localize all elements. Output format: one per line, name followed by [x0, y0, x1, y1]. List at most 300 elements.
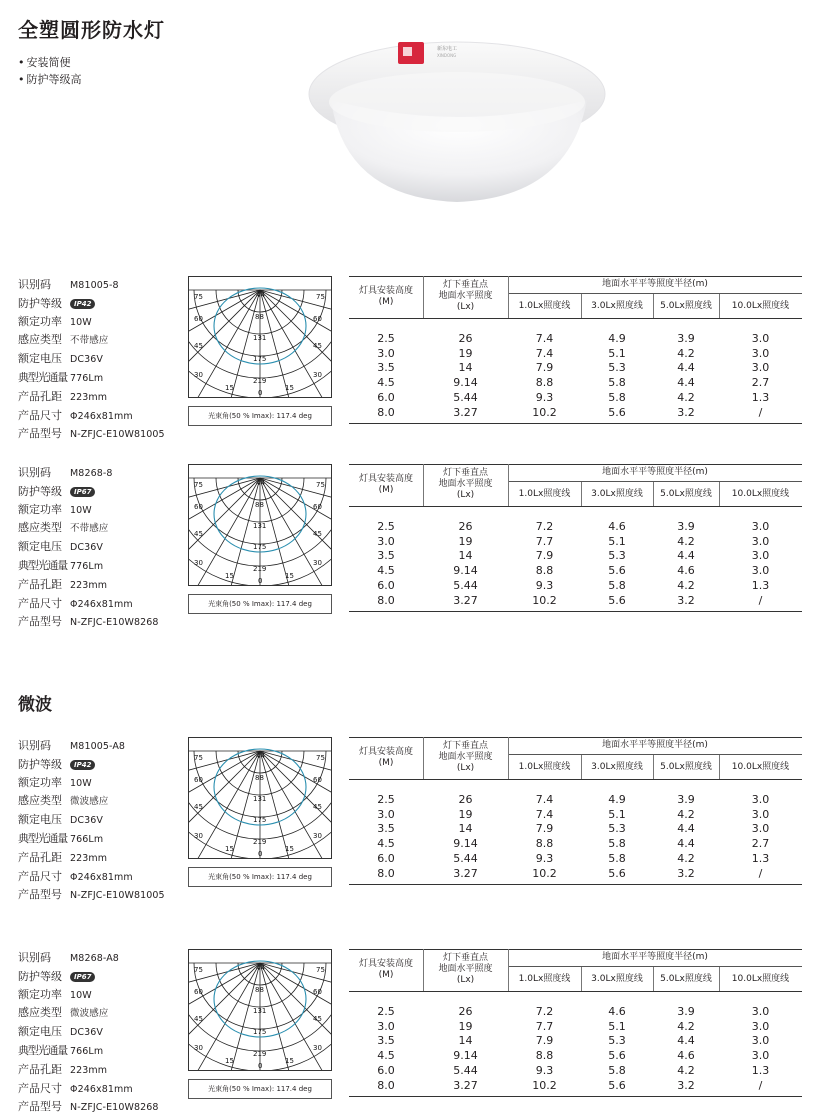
spec-row-model	[18, 886, 165, 905]
header-c4: 10.0Lx照度线	[731, 489, 790, 499]
spec-value-code: M81005-A8	[70, 741, 126, 752]
spec-value-code: M8268-A8	[70, 953, 119, 964]
table-cell: 4.2	[677, 1019, 695, 1033]
spec-value-hole: 223mm	[70, 1064, 108, 1076]
table-cell: 4.2	[677, 346, 695, 360]
table-cell: 3.27	[453, 405, 478, 419]
spec-value-power: 10W	[70, 316, 92, 328]
spec-value-voltage: DC36V	[70, 815, 104, 827]
spec-row-code	[18, 464, 159, 483]
table-cell: 7.4	[535, 332, 554, 345]
table-cell: 26	[458, 332, 473, 345]
polar-radius-label: 88	[255, 986, 264, 994]
table-row	[349, 808, 802, 823]
polar-angle-label: 15	[225, 572, 234, 580]
table-rule	[349, 737, 802, 738]
spec-label: 额定功率	[18, 775, 62, 789]
table-cell: 3.0	[751, 520, 770, 533]
header-radius-group: 地面水平平等照度半径(m)	[602, 952, 708, 962]
header-c4: 10.0Lx照度线	[731, 762, 790, 772]
spec-value-code: M81005-8	[70, 280, 119, 291]
spec-value-model: N-ZFJC-E10W81005	[70, 429, 165, 441]
header-radius-group: 地面水平平等照度半径(m)	[602, 467, 708, 477]
polar-angle-label: 15	[225, 1057, 234, 1065]
polar-angle-label: 75	[316, 293, 325, 301]
table-cell: 4.9	[608, 332, 626, 345]
polar-angle-label: 45	[313, 803, 322, 811]
spec-row-sense	[18, 1004, 159, 1023]
table-row	[349, 852, 802, 867]
spec-label: 防护等级	[18, 484, 62, 498]
polar-angle-label: 75	[194, 481, 203, 489]
spec-value-hole: 223mm	[70, 579, 108, 591]
table-cell: 5.8	[608, 837, 626, 851]
spec-row-code	[18, 949, 159, 968]
spec-row-flux	[18, 557, 159, 576]
spec-value-voltage: DC36V	[70, 1027, 104, 1039]
spec-label: 产品尺寸	[18, 596, 62, 610]
table-row	[349, 1034, 802, 1049]
table-cell: 5.1	[608, 534, 626, 548]
spec-label: 识别码	[18, 466, 51, 479]
table-row	[349, 549, 802, 564]
light-distribution-diagram	[188, 276, 332, 398]
spec-value-flux: 776Lm	[70, 372, 104, 384]
spec-label: 识别码	[18, 951, 51, 964]
spec-value-flux: 766Lm	[70, 1045, 104, 1057]
table-row	[349, 1079, 802, 1094]
table-cell: 4.4	[677, 822, 695, 836]
table-row	[349, 1064, 802, 1079]
table-cell: 3.2	[677, 1078, 695, 1092]
spec-label: 产品孔距	[18, 577, 62, 591]
table-cell: 5.3	[608, 822, 626, 836]
polar-angle-label: 75	[316, 966, 325, 974]
table-cell: 3.9	[677, 332, 695, 345]
spec-label: 产品尺寸	[18, 408, 62, 422]
spec-row-model	[18, 425, 165, 444]
header-c1: 1.0Lx照度线	[518, 762, 571, 772]
spec-value-sense: 微波感应	[70, 1008, 109, 1020]
spec-row-power	[18, 774, 165, 793]
polar-angle-label: 75	[316, 754, 325, 762]
table-cell: /	[758, 866, 763, 880]
light-distribution-diagram	[188, 949, 332, 1071]
spec-label: 额定功率	[18, 502, 62, 516]
table-cell: 10.2	[532, 1078, 557, 1092]
polar-angle-label: 30	[194, 832, 203, 840]
spec-label: 感应类型	[18, 1006, 62, 1020]
header-vertical-illuminance: 灯下垂直点 地面水平照度 (Lx)	[438, 280, 493, 312]
table-cell: 4.4	[677, 837, 695, 851]
spec-label: 产品孔距	[18, 1062, 62, 1076]
header-c4: 10.0Lx照度线	[731, 301, 790, 311]
spec-row-hole	[18, 576, 159, 595]
table-cell: 3.0	[751, 1019, 770, 1033]
spec-row-sense	[18, 519, 159, 538]
table-row	[349, 793, 802, 808]
table-cell: 9.14	[453, 1049, 478, 1063]
table-rule	[349, 779, 802, 780]
table-cell: 3.27	[453, 866, 478, 880]
polar-distribution-chart	[189, 738, 331, 858]
polar-angle-label: 30	[313, 559, 322, 567]
feature-list	[18, 54, 82, 88]
spec-value-sense: 不带感应	[70, 335, 109, 347]
table-row	[349, 867, 802, 882]
table-rule	[349, 506, 802, 507]
table-rule	[349, 276, 802, 277]
table-cell: 5.3	[608, 1034, 626, 1048]
table-cell: 7.7	[535, 534, 554, 548]
table-rule	[508, 754, 802, 755]
polar-angle-label: 45	[313, 1015, 322, 1023]
table-cell: 8.0	[377, 405, 395, 419]
table-cell: 7.4	[535, 807, 554, 821]
spec-value-code: M8268-8	[70, 468, 113, 479]
polar-angle-label: 45	[194, 803, 203, 811]
spec-label: 额定功率	[18, 987, 62, 1001]
spec-row-size	[18, 1080, 159, 1099]
polar-radius-label: 175	[253, 543, 267, 551]
polar-radius-label: 44	[256, 964, 265, 972]
spec-label: 额定电压	[18, 813, 62, 827]
table-cell: 4.5	[377, 837, 395, 851]
spec-label: 感应类型	[18, 521, 62, 535]
table-cell: 5.6	[608, 564, 626, 578]
table-cell: 9.14	[453, 564, 478, 578]
spec-value-size: Φ246x81mm	[70, 1083, 133, 1095]
table-cell: 3.2	[677, 405, 695, 419]
polar-radius-label: 219	[253, 838, 267, 846]
beam-angle-label: 光束角(50 % Imax): 117.4 deg	[188, 1079, 332, 1099]
spec-label: 感应类型	[18, 794, 62, 808]
spec-row-power	[18, 501, 159, 520]
spec-value-size: Φ246x81mm	[70, 871, 133, 883]
ip-rating-badge: IP67	[70, 972, 95, 982]
table-cell: 14	[458, 822, 473, 836]
header-c1: 1.0Lx照度线	[518, 301, 571, 311]
polar-angle-label: 45	[194, 530, 203, 538]
table-row	[349, 1020, 802, 1035]
table-cell: 3.0	[377, 1019, 395, 1033]
table-cell: 4.6	[677, 1049, 695, 1063]
table-cell: 19	[458, 1019, 473, 1033]
table-cell: 3.5	[377, 822, 395, 836]
table-cell: 14	[458, 361, 473, 375]
polar-angle-label: 60	[194, 776, 203, 784]
table-cell: 4.2	[677, 1063, 695, 1077]
table-cell: 4.2	[677, 851, 695, 865]
table-cell: 6.0	[377, 851, 395, 865]
table-rule	[508, 293, 802, 294]
table-cell: 3.0	[751, 346, 770, 360]
polar-angle-label: 60	[194, 988, 203, 996]
table-cell: 8.0	[377, 866, 395, 880]
table-cell: 7.4	[535, 346, 554, 360]
polar-angle-label: 0	[258, 577, 263, 585]
table-cell: 3.2	[677, 593, 695, 607]
spec-row-code	[18, 737, 165, 756]
spec-label: 产品尺寸	[18, 869, 62, 883]
spec-row-hole	[18, 849, 165, 868]
table-rule	[508, 481, 802, 482]
polar-radius-label: 44	[256, 752, 265, 760]
table-cell: 4.4	[677, 376, 695, 390]
page-title: 全塑圆形防水灯	[18, 18, 165, 42]
table-rule	[349, 611, 802, 612]
polar-angle-label: 45	[313, 342, 322, 350]
spec-row-power	[18, 313, 165, 332]
header-install-height: 灯具安装高度 (M)	[358, 474, 413, 495]
header-c2: 3.0Lx照度线	[591, 974, 643, 984]
header-c3: 5.0Lx照度线	[660, 301, 712, 311]
polar-angle-label: 30	[313, 832, 322, 840]
table-cell: 5.3	[608, 549, 626, 563]
spec-value-model: N-ZFJC-E10W81005	[70, 890, 165, 902]
table-rule	[349, 1096, 802, 1097]
table-cell: 3.0	[377, 807, 395, 821]
table-row	[349, 332, 802, 347]
table-cell: 5.1	[608, 346, 626, 360]
polar-angle-label: 30	[313, 1044, 322, 1052]
table-cell: 5.44	[453, 390, 478, 404]
polar-angle-label: 15	[285, 845, 294, 853]
spec-value-voltage: DC36V	[70, 354, 104, 366]
table-row	[349, 520, 802, 535]
table-cell: 8.8	[535, 564, 554, 578]
header-c2: 3.0Lx照度线	[591, 489, 643, 499]
polar-angle-label: 15	[225, 384, 234, 392]
feature-item: • 安装简便	[18, 54, 82, 71]
table-cell: 5.44	[453, 851, 478, 865]
spec-value-sense: 不带感应	[70, 523, 109, 535]
table-cell: 2.5	[377, 1005, 395, 1018]
spec-row-ip	[18, 756, 165, 774]
table-cell: 7.4	[535, 793, 554, 806]
table-cell: 5.6	[608, 866, 626, 880]
table-rule	[349, 884, 802, 885]
polar-radius-label: 219	[253, 377, 267, 385]
table-cell: 1.3	[751, 578, 770, 592]
table-row	[349, 361, 802, 376]
polar-radius-label: 131	[253, 795, 267, 803]
lamp-product-image	[305, 30, 610, 210]
table-cell: 8.0	[377, 1078, 395, 1092]
polar-radius-label: 175	[253, 1028, 267, 1036]
table-cell: 5.6	[608, 1078, 626, 1092]
header-c4: 10.0Lx照度线	[731, 974, 790, 984]
polar-radius-label: 219	[253, 1050, 267, 1058]
polar-angle-label: 30	[194, 559, 203, 567]
header-radius-group: 地面水平平等照度半径(m)	[602, 740, 708, 750]
polar-distribution-chart	[189, 465, 331, 585]
spec-label: 识别码	[18, 739, 51, 752]
spec-value-flux: 776Lm	[70, 560, 104, 572]
spec-row-code	[18, 276, 165, 295]
header-c2: 3.0Lx照度线	[591, 301, 643, 311]
table-rule	[349, 423, 802, 424]
header-c2: 3.0Lx照度线	[591, 762, 643, 772]
spec-row-ip	[18, 295, 165, 313]
table-cell: 10.2	[532, 405, 557, 419]
table-cell: 4.2	[677, 534, 695, 548]
spec-row-flux	[18, 830, 165, 849]
polar-angle-label: 45	[194, 1015, 203, 1023]
table-row	[349, 564, 802, 579]
polar-angle-label: 0	[258, 389, 263, 397]
table-cell: 3.9	[677, 520, 695, 533]
polar-distribution-chart	[189, 950, 331, 1070]
table-cell: 3.0	[377, 346, 395, 360]
table-row	[349, 837, 802, 852]
table-cell: 6.0	[377, 578, 395, 592]
table-row	[349, 376, 802, 391]
table-cell: 4.6	[677, 564, 695, 578]
table-cell: 2.5	[377, 332, 395, 345]
table-cell: 19	[458, 534, 473, 548]
beam-angle-label: 光束角(50 % Imax): 117.4 deg	[188, 867, 332, 887]
spec-list	[18, 737, 165, 905]
table-cell: 4.4	[677, 361, 695, 375]
polar-radius-label: 131	[253, 1007, 267, 1015]
spec-row-model	[18, 613, 159, 632]
table-row	[349, 594, 802, 609]
header-install-height: 灯具安装高度 (M)	[358, 286, 413, 307]
spec-label: 额定电压	[18, 352, 62, 366]
spec-value-power: 10W	[70, 989, 92, 1001]
table-cell: 6.0	[377, 1063, 395, 1077]
spec-row-hole	[18, 388, 165, 407]
ip-rating-badge: IP42	[70, 299, 95, 309]
polar-radius-label: 219	[253, 565, 267, 573]
table-cell: 5.8	[608, 851, 626, 865]
spec-row-size	[18, 595, 159, 614]
polar-angle-label: 75	[194, 754, 203, 762]
table-cell: 3.0	[751, 361, 770, 375]
spec-row-flux	[18, 369, 165, 388]
spec-row-voltage	[18, 538, 159, 557]
spec-label: 感应类型	[18, 333, 62, 347]
header-radius-group: 地面水平平等照度半径(m)	[602, 279, 708, 289]
light-distribution-diagram	[188, 737, 332, 859]
table-cell: 8.8	[535, 376, 554, 390]
table-cell: 8.8	[535, 837, 554, 851]
spec-row-size	[18, 407, 165, 426]
table-cell: 14	[458, 1034, 473, 1048]
table-cell: 3.0	[751, 1034, 770, 1048]
spec-row-voltage	[18, 811, 165, 830]
polar-angle-label: 0	[258, 850, 263, 858]
table-cell: 9.3	[535, 851, 554, 865]
table-cell: 4.5	[377, 1049, 395, 1063]
header-install-height: 灯具安装高度 (M)	[358, 747, 413, 768]
table-rule	[349, 949, 802, 950]
polar-angle-label: 60	[313, 315, 322, 323]
table-cell: 3.2	[677, 866, 695, 880]
polar-angle-label: 60	[313, 503, 322, 511]
section-title-microwave: 微波	[18, 695, 52, 715]
polar-radius-label: 88	[255, 774, 264, 782]
table-cell: 5.44	[453, 1063, 478, 1077]
table-cell: 8.0	[377, 593, 395, 607]
table-cell: 5.6	[608, 593, 626, 607]
table-rule	[349, 991, 802, 992]
header-vertical-illuminance: 灯下垂直点 地面水平照度 (Lx)	[438, 468, 493, 500]
polar-angle-label: 45	[313, 530, 322, 538]
polar-angle-label: 75	[316, 481, 325, 489]
table-cell: 3.27	[453, 1078, 478, 1092]
table-cell: 5.8	[608, 578, 626, 592]
header-vertical-illuminance: 灯下垂直点 地面水平照度 (Lx)	[438, 741, 493, 773]
table-cell: 4.6	[608, 520, 626, 533]
table-cell: 3.0	[751, 1049, 770, 1063]
table-row	[349, 406, 802, 421]
spec-value-size: Φ246x81mm	[70, 410, 133, 422]
table-cell: 2.5	[377, 793, 395, 806]
table-cell: 7.9	[535, 1034, 554, 1048]
table-rule	[508, 966, 802, 967]
spec-label: 典型光通量	[18, 831, 67, 845]
spec-row-power	[18, 986, 159, 1005]
table-cell: 3.0	[751, 1005, 770, 1018]
product-block	[0, 464, 821, 629]
table-cell: 3.0	[751, 332, 770, 345]
spec-value-hole: 223mm	[70, 391, 108, 403]
spec-value-sense: 微波感应	[70, 796, 109, 808]
polar-angle-label: 60	[194, 503, 203, 511]
table-cell: 9.14	[453, 376, 478, 390]
table-cell: 7.2	[535, 1005, 554, 1018]
table-cell: 5.8	[608, 1063, 626, 1077]
product-block	[0, 737, 821, 902]
spec-value-size: Φ246x81mm	[70, 598, 133, 610]
table-cell: 4.5	[377, 376, 395, 390]
spec-label: 额定功率	[18, 314, 62, 328]
spec-label: 识别码	[18, 278, 51, 291]
table-cell: 10.2	[532, 866, 557, 880]
table-rule	[349, 318, 802, 319]
spec-label: 产品型号	[18, 615, 62, 629]
table-row	[349, 1049, 802, 1064]
table-row	[349, 391, 802, 406]
table-cell: 5.8	[608, 390, 626, 404]
table-row	[349, 347, 802, 362]
feature-item: • 防护等级高	[18, 71, 82, 88]
spec-label: 额定电压	[18, 1025, 62, 1039]
beam-angle-label: 光束角(50 % Imax): 117.4 deg	[188, 594, 332, 614]
spec-label: 防护等级	[18, 757, 62, 771]
polar-angle-label: 0	[258, 1062, 263, 1070]
header-c3: 5.0Lx照度线	[660, 974, 712, 984]
table-cell: 9.3	[535, 1063, 554, 1077]
spec-row-size	[18, 868, 165, 887]
polar-angle-label: 75	[194, 966, 203, 974]
polar-radius-label: 88	[255, 313, 264, 321]
product-block	[0, 276, 821, 441]
spec-label: 产品型号	[18, 427, 62, 441]
table-cell: 3.5	[377, 1034, 395, 1048]
brand-name-en: XINDONG	[437, 53, 457, 58]
table-cell: 5.1	[608, 1019, 626, 1033]
table-cell: 4.9	[608, 793, 626, 806]
table-cell: 3.0	[751, 549, 770, 563]
table-cell: 10.2	[532, 593, 557, 607]
table-cell: 9.14	[453, 837, 478, 851]
spec-label: 典型光通量	[18, 1043, 67, 1057]
table-row	[349, 822, 802, 837]
table-cell: 9.3	[535, 578, 554, 592]
